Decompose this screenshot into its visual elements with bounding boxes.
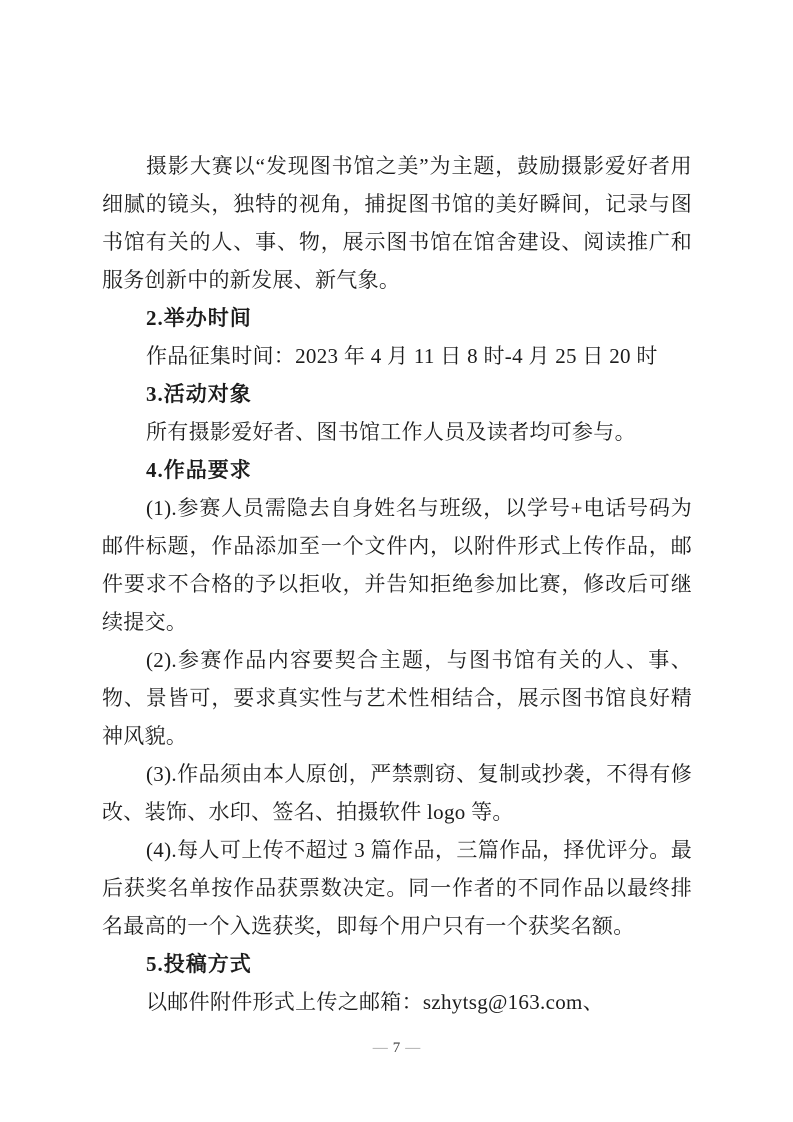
document-body <box>102 147 692 1021</box>
paragraph-requirement-3: (3).作品须由本人原创，严禁剽窃、复制或抄袭，不得有修改、装饰、水印、签名、拍摄软件 logo 等。 <box>102 762 692 824</box>
paragraph-collection-time: 作品征集时间：2023 年 4 月 11 日 8 时-4 月 25 日 20 时 <box>146 344 658 368</box>
paragraph-submission-email: 以邮件附件形式上传之邮箱：szhytsg@163.com、 <box>146 990 604 1014</box>
page-number: 7 <box>392 1040 401 1056</box>
paragraph-requirement-1: (1).参赛人员需隐去自身姓名与班级，以学号+电话号码为邮件标题，作品添加至一个文件内，以附件形式上传作品，邮件要求不合格的予以拒收，并告知拒绝参加比赛，修改后可继续提交。 <box>102 496 692 634</box>
heading-section-3-audience: 3.活动对象 <box>146 382 252 406</box>
paragraph-requirement-4: (4).每人可上传不超过 3 篇作品，三篇作品，择优评分。最后获奖名单按作品获票数决定。同一作者的不同作品以最终排名最高的一个入选获奖，即每个用户只有一个获奖名额。 <box>102 838 692 938</box>
intro-paragraph: 摄影大赛以“发现图书馆之美”为主题，鼓励摄影爱好者用细腻的镜头，独特的视角，捕捉图书馆的美好瞬间，记录与图书馆有关的人、事、物，展示图书馆在馆舍建设、阅读推广和服务创新中的新发展、新气象。 <box>102 154 692 292</box>
heading-section-2-time: 2.举办时间 <box>146 306 252 330</box>
paragraph-requirement-2: (2).参赛作品内容要契合主题，与图书馆有关的人、事、物、景皆可，要求真实性与艺术性相结合，展示图书馆良好精神风貌。 <box>102 648 692 748</box>
heading-section-4-requirements: 4.作品要求 <box>146 458 252 482</box>
page-footer <box>0 1037 793 1059</box>
footer-right-dash: — <box>405 1040 421 1056</box>
footer-left-dash: — <box>372 1040 388 1056</box>
heading-section-5-submission: 5.投稿方式 <box>146 952 252 976</box>
paragraph-audience: 所有摄影爱好者、图书馆工作人员及读者均可参与。 <box>146 420 636 444</box>
